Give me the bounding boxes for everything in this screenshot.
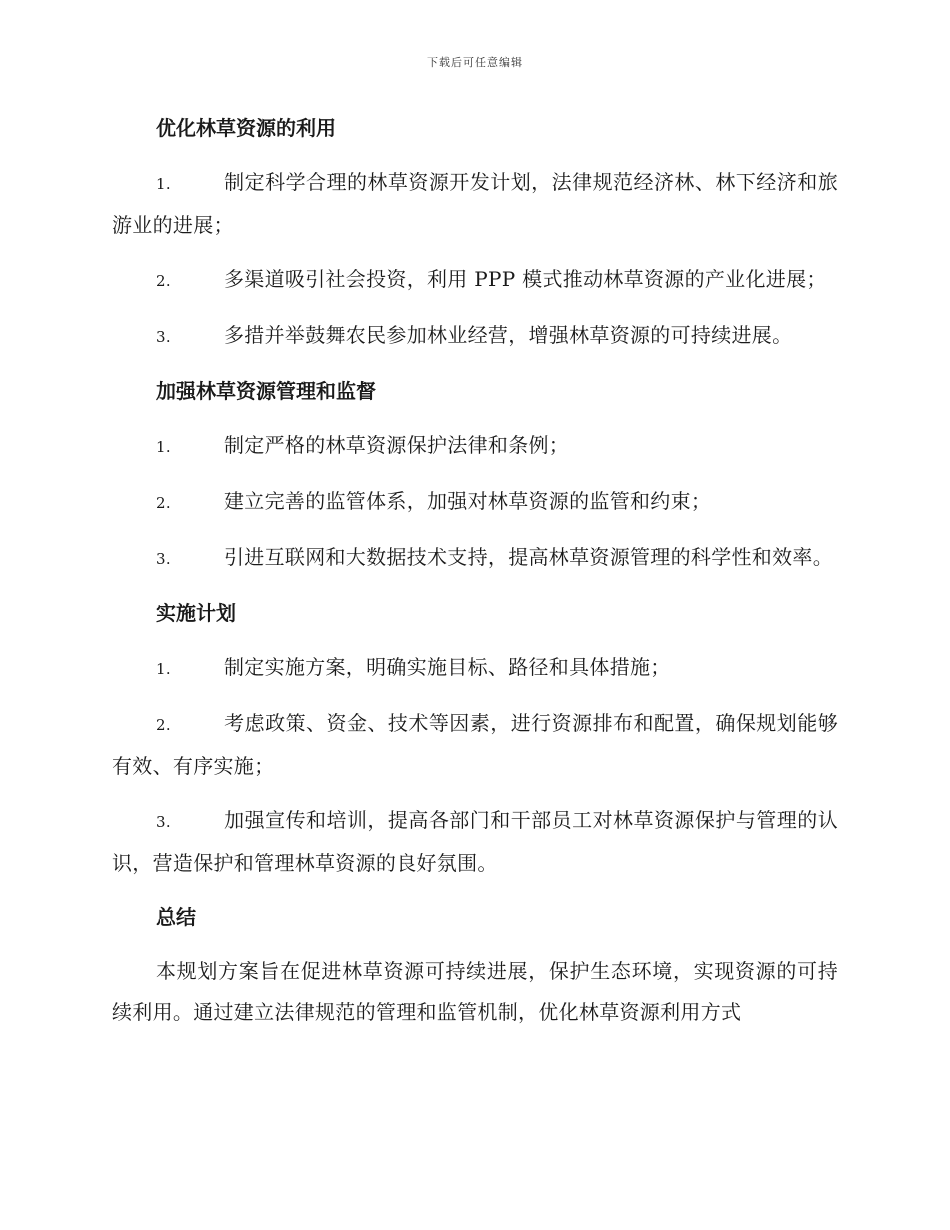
list-number: 1. <box>156 438 171 456</box>
summary-paragraph: 本规划方案旨在促进林草资源可持续进展，保护生态环境，实现资源的可持续利用。通过建立法律规范的管理和监管机制，优化林草资源利用方式 <box>112 959 838 1024</box>
list-number: 3. <box>156 550 171 568</box>
list-number: 1. <box>156 660 171 678</box>
list-number: 1. <box>156 175 171 193</box>
list-text: 多渠道吸引社会投资，利用 PPP 模式推动林草资源的产业化进展； <box>224 267 827 291</box>
list-item <box>112 259 838 302</box>
list-text: 引进互联网和大数据技术支持，提高林草资源管理的科学性和效率。 <box>224 545 833 569</box>
section-heading-summary: 总结 <box>156 905 196 929</box>
list-text: 制定实施方案，明确实施目标、路径和具体措施； <box>224 655 671 679</box>
list-text: 制定科学合理的林草资源开发计划，法律规范经济林、林下经济和旅游业的进展； <box>112 170 838 237</box>
list-item <box>112 315 838 358</box>
list-item <box>112 481 838 524</box>
list-text: 制定严格的林草资源保护法律和条例； <box>224 433 570 457</box>
list-number: 3. <box>156 813 171 831</box>
list-item <box>112 800 838 884</box>
list-text: 多措并举鼓舞农民参加林业经营，增强林草资源的可持续进展。 <box>224 323 793 347</box>
list-number: 3. <box>156 328 171 346</box>
list-text: 加强宣传和培训，提高各部门和干部员工对林草资源保护与管理的认识，营造保护和管理林草资源的良好氛围。 <box>112 808 838 875</box>
list-text: 考虑政策、资金、技术等因素，进行资源排布和配置，确保规划能够有效、有序实施； <box>112 711 838 778</box>
list-number: 2. <box>156 494 171 512</box>
list-text: 建立完善的监管体系，加强对林草资源的监管和约束； <box>224 489 712 513</box>
list-number: 2. <box>156 716 171 734</box>
section-heading-implementation: 实施计划 <box>156 601 236 625</box>
section-heading-management: 加强林草资源管理和监督 <box>156 379 376 403</box>
list-item <box>112 703 838 787</box>
list-item <box>112 647 838 690</box>
list-item <box>112 162 838 246</box>
list-item <box>112 537 838 580</box>
header-note: 下载后可任意编辑 <box>427 56 523 69</box>
list-number: 2. <box>156 272 171 290</box>
list-item <box>112 425 838 468</box>
section-heading-resource-use: 优化林草资源的利用 <box>156 116 336 140</box>
document-body <box>112 108 838 1033</box>
